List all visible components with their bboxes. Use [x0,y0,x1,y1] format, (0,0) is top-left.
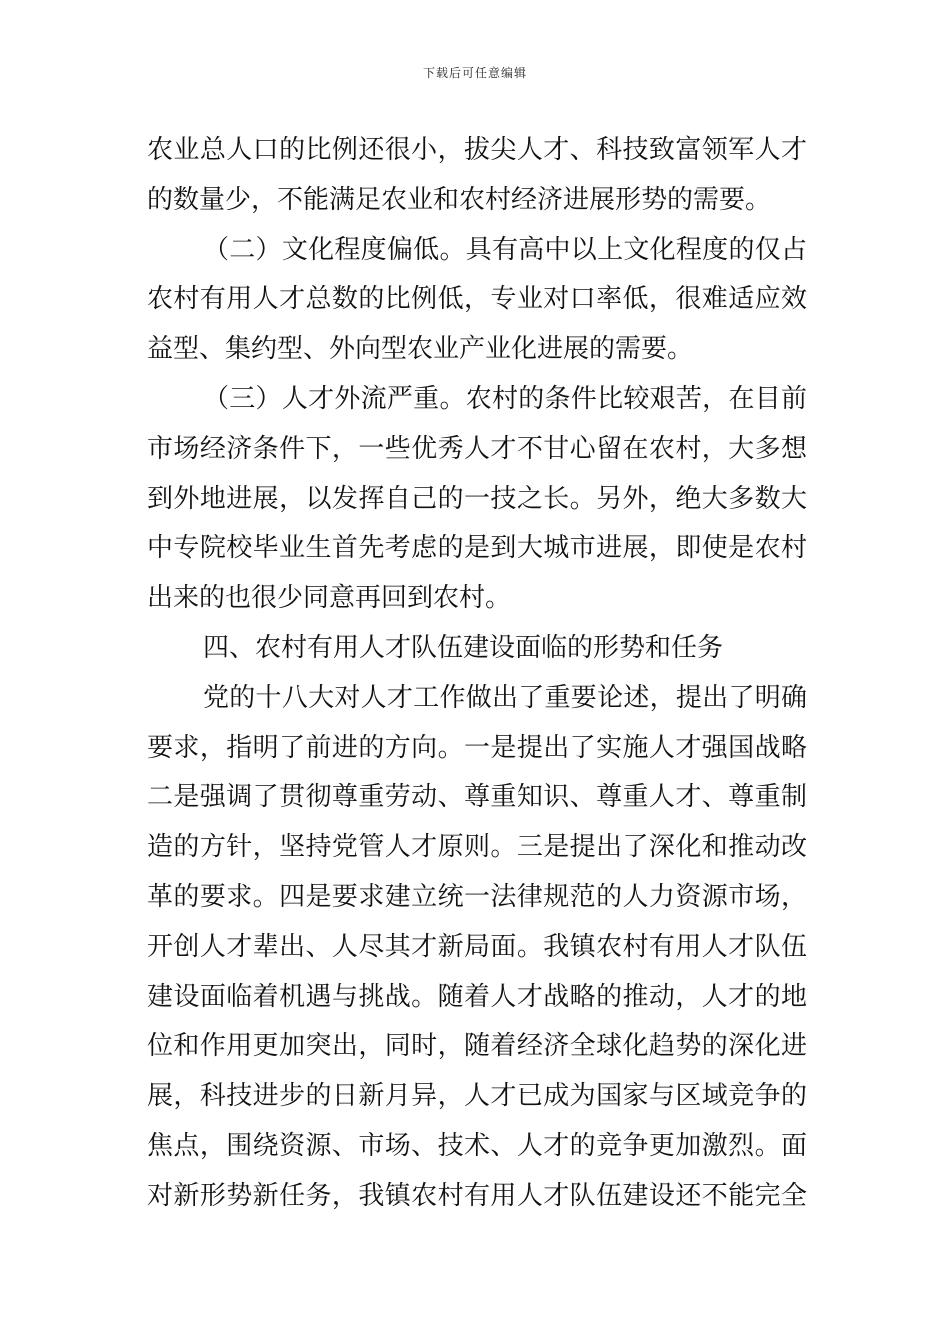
text-line: 的数量少，不能满足农业和农村经济进展形势的需要。 [147,184,772,215]
text-line: （二）文化程度偏低。具有高中以上文化程度的仅占 [203,234,807,265]
text-line: 农村有用人才总数的比例低，专业对口率低，很难适应效 [147,284,807,315]
section-heading: 四、农村有用人才队伍建设面临的形势和任务 [203,632,724,663]
text-line: 益型、集约型、外向型农业产业化进展的需要。 [147,334,694,365]
text-line: 革的要求。四是要求建立统一法律规范的人力资源市场， [147,881,807,912]
text-line: 农业总人口的比例还很小，拔尖人才、科技致富领军人才 [147,135,807,165]
text-line: 出来的也很少同意再回到农村。 [147,583,512,614]
text-line: 开创人才辈出、人尽其才新局面。我镇农村有用人才队伍 [147,931,807,962]
text-line: 党的十八大对人才工作做出了重要论述，提出了明确 [203,682,807,713]
text-line: 到外地进展，以发挥自己的一技之长。另外，绝大多数大 [147,483,807,514]
text-line: 展，科技进步的日新月异，人才已成为国家与区域竞争的 [147,1081,807,1112]
text-line: 中专院校毕业生首先考虑的是到大城市进展，即使是农村 [147,533,807,564]
text-line: 造的方针，坚持党管人才原则。三是提出了深化和推动改 [147,832,807,863]
text-line: 建设面临着机遇与挑战。随着人才战略的推动，人才的地 [147,981,807,1012]
text-line: 位和作用更加突出，同时，随着经济全球化趋势的深化进 [147,1031,807,1062]
text-line: （三）人才外流严重。农村的条件比较艰苦，在目前 [203,383,807,414]
document-body [147,126,807,1222]
page-header: 下载后可任意编辑 [422,66,527,80]
text-line: 二是强调了贯彻尊重劳动、尊重知识、尊重人才、尊重制 [147,782,807,813]
text-line: 对新形势新任务，我镇农村有用人才队伍建设还不能完全 [147,1180,807,1211]
text-line: 焦点，围绕资源、市场、技术、人才的竞争更加激烈。面 [147,1130,807,1161]
text-line: 要求，指明了前进的方向。一是提出了实施人才强国战略 [147,732,807,763]
text-line: 市场经济条件下，一些优秀人才不甘心留在农村，大多想 [147,433,807,464]
